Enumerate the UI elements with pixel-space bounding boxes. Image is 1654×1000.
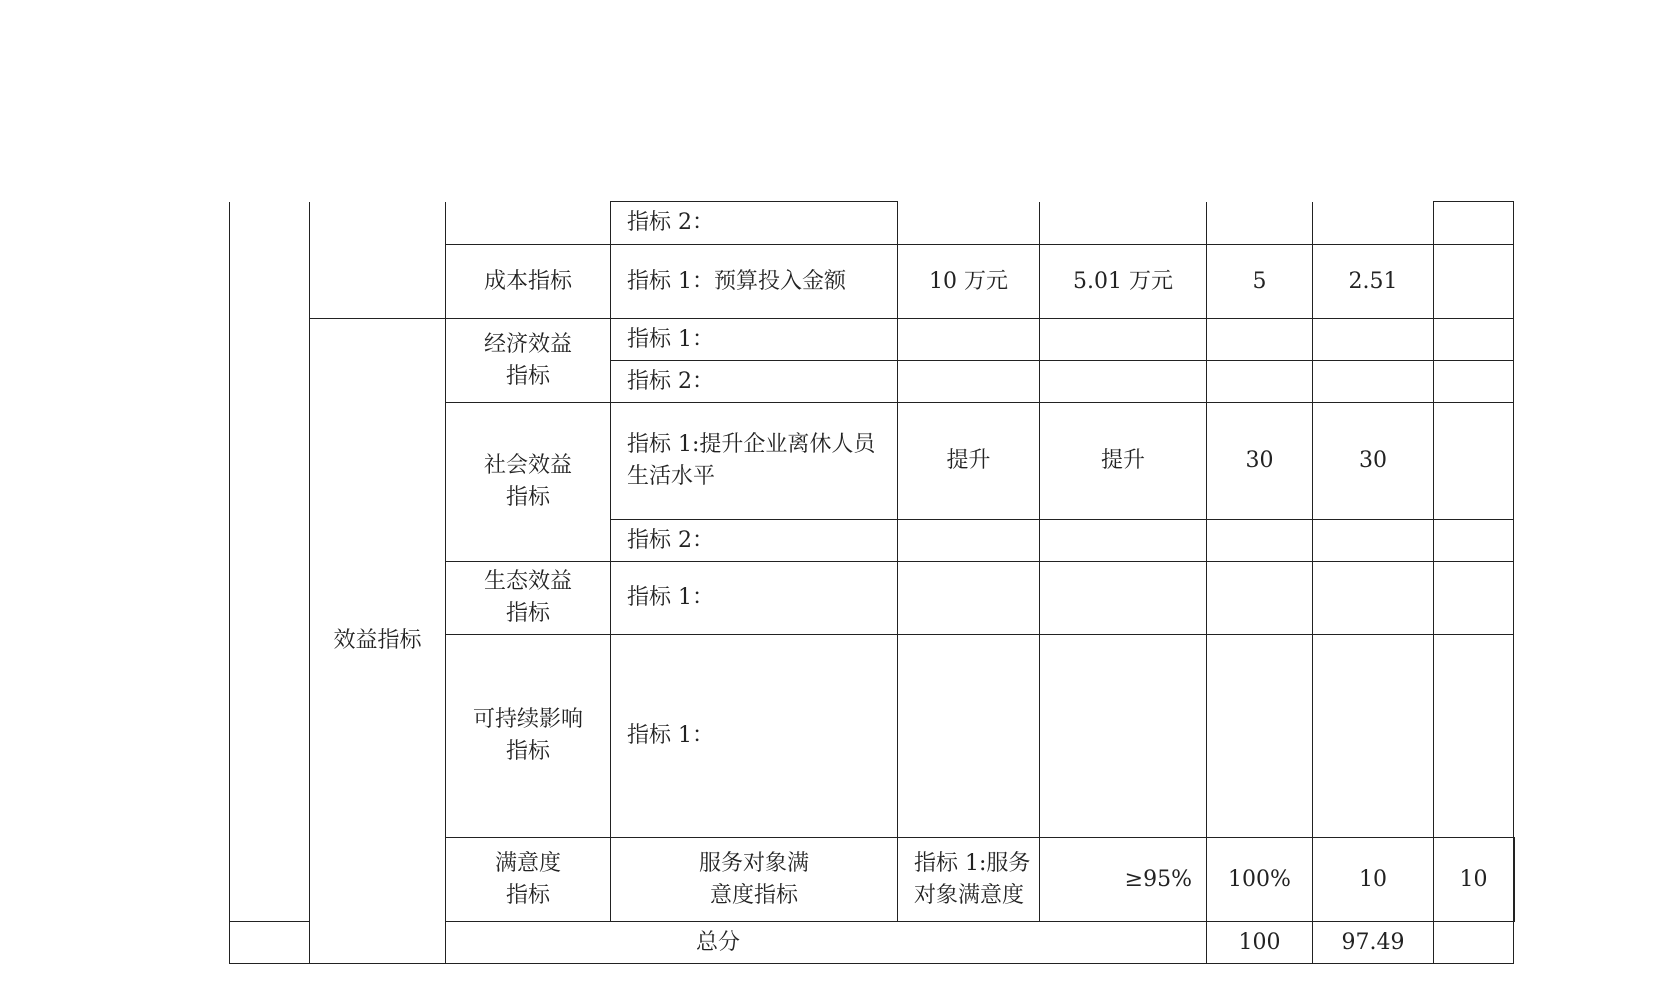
- actual-cell: [1040, 202, 1207, 245]
- remark-cell: [1434, 922, 1514, 964]
- category-cell: 生态效益 指标: [446, 562, 611, 635]
- actual-cell: 提升: [1040, 403, 1207, 520]
- score-cell: [1313, 635, 1434, 838]
- outer-blank-cell: [230, 202, 310, 922]
- target-cell: [898, 319, 1040, 361]
- remark-cell: [1514, 838, 1515, 922]
- score-cell: [1313, 202, 1434, 245]
- target-cell: [898, 202, 1040, 245]
- score-cell: 2.51: [1313, 245, 1434, 319]
- actual-cell: 5.01 万元: [1040, 245, 1207, 319]
- target-cell: 提升: [898, 403, 1040, 520]
- category-cell: 成本指标: [446, 245, 611, 319]
- group-label-cell: 效益指标: [310, 319, 446, 964]
- total-weight-cell: 100: [1207, 922, 1313, 964]
- indicator-cell: 指标 1：: [611, 319, 898, 361]
- table-row: [230, 202, 1515, 245]
- weight-cell: [1207, 319, 1313, 361]
- category-cell: 社会效益 指标: [446, 403, 611, 562]
- actual-cell: 100%: [1207, 838, 1313, 922]
- blank-group-cell: [310, 202, 446, 319]
- target-cell: [898, 520, 1040, 562]
- weight-cell: [1207, 202, 1313, 245]
- weight-cell: 30: [1207, 403, 1313, 520]
- target-cell: ≥95%: [1040, 838, 1207, 922]
- actual-cell: [1040, 361, 1207, 403]
- category-cell: 服务对象满 意度指标: [611, 838, 898, 922]
- actual-cell: [1040, 319, 1207, 361]
- group-label-cell: 满意度 指标: [446, 838, 611, 922]
- target-cell: [898, 635, 1040, 838]
- weight-cell: 10: [1313, 838, 1434, 922]
- indicator-cell: 指标 1：预算投入金额: [611, 245, 898, 319]
- actual-cell: [1040, 562, 1207, 635]
- remark-cell: [1434, 562, 1514, 635]
- score-cell: 30: [1313, 403, 1434, 520]
- indicator-cell: 指标 2：: [611, 202, 898, 245]
- remark-cell: [1434, 361, 1514, 403]
- total-label-cell: 总分: [230, 922, 1207, 964]
- category-cell: 可持续影响 指标: [446, 635, 611, 838]
- score-cell: [1313, 562, 1434, 635]
- target-cell: [898, 562, 1040, 635]
- target-cell: [898, 361, 1040, 403]
- remark-cell: [1434, 202, 1514, 245]
- remark-cell: [1434, 319, 1514, 361]
- actual-cell: [1040, 520, 1207, 562]
- table-row: [230, 319, 1515, 361]
- weight-cell: [1207, 562, 1313, 635]
- indicator-cell: 指标 1:提升企业离休人员生活水平: [611, 403, 898, 520]
- indicator-cell: 指标 1：: [611, 562, 898, 635]
- weight-cell: 5: [1207, 245, 1313, 319]
- indicator-cell: 指标 1:服务对象满意度: [898, 838, 1040, 922]
- target-cell: 10 万元: [898, 245, 1040, 319]
- remark-cell: [1434, 403, 1514, 520]
- indicator-cell: 指标 2：: [611, 520, 898, 562]
- score-cell: [1313, 520, 1434, 562]
- category-cell: 经济效益 指标: [446, 319, 611, 403]
- actual-cell: [1040, 635, 1207, 838]
- remark-cell: [1434, 635, 1514, 838]
- score-cell: [1313, 319, 1434, 361]
- score-cell: [1313, 361, 1434, 403]
- remark-cell: [1434, 245, 1514, 319]
- remark-cell: [1434, 520, 1514, 562]
- total-score-cell: 97.49: [1313, 922, 1434, 964]
- total-row: [230, 922, 1515, 964]
- performance-evaluation-table: [229, 201, 1515, 964]
- weight-cell: [1207, 635, 1313, 838]
- blank-category-cell: [446, 202, 611, 245]
- weight-cell: [1207, 361, 1313, 403]
- indicator-cell: 指标 2：: [611, 361, 898, 403]
- indicator-cell: 指标 1：: [611, 635, 898, 838]
- score-cell: 10: [1434, 838, 1514, 922]
- weight-cell: [1207, 520, 1313, 562]
